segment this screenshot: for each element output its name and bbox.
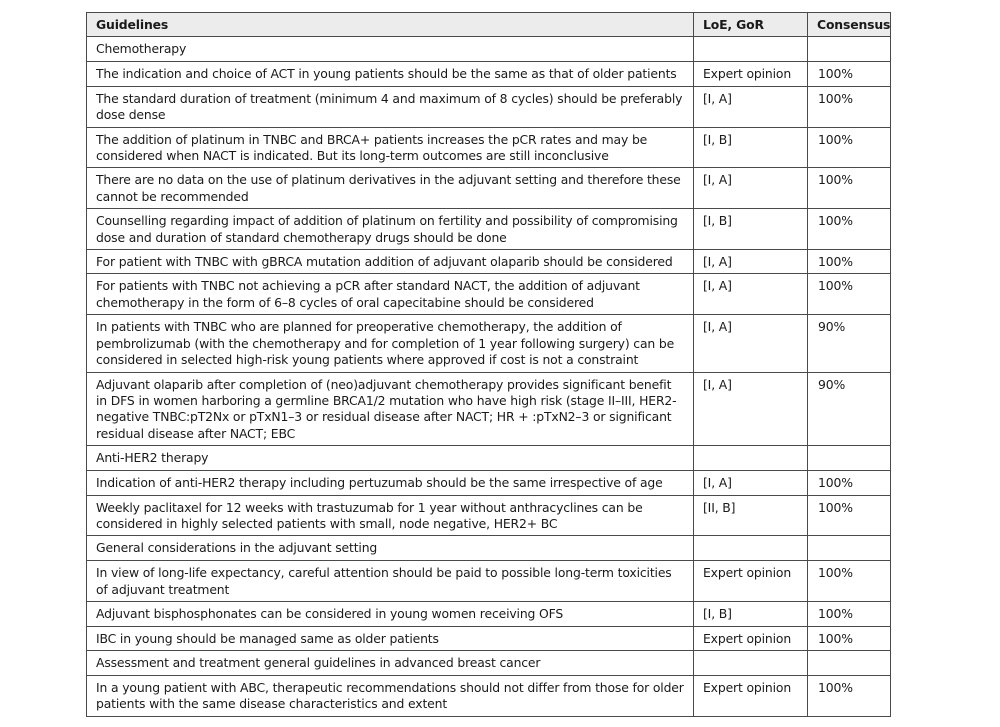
loe-gor-cell xyxy=(694,37,808,62)
guideline-cell: Adjuvant olaparib after completion of (neo)adjuvant chemotherapy provides significant benefit in DFS in women harboring a germline BRCA1/2 mutation who have high risk (stage II–III, HER2-negative TNBC:pT2Nx or pTxN1–3 or residual disease after NACT; HR + :pTxN2–3 or significant residual disease after NACT; EBC xyxy=(87,372,694,446)
guideline-cell: Weekly paclitaxel for 12 weeks with trastuzumab for 1 year without anthracyclines can be considered in highly selected patients with small, node negative, HER2+ BC xyxy=(87,495,694,536)
table-row xyxy=(87,250,891,274)
loe-gor-cell xyxy=(694,650,808,675)
table-row xyxy=(87,495,891,536)
header-guidelines: Guidelines xyxy=(87,13,694,37)
consensus-cell: 100% xyxy=(808,495,891,536)
guideline-cell: In view of long-life expectancy, careful attention should be paid to possible long-term toxicities of adjuvant treatment xyxy=(87,561,694,602)
loe-gor-cell xyxy=(694,536,808,561)
table-row xyxy=(87,315,891,372)
header-loe-gor: LoE, GoR xyxy=(694,13,808,37)
guideline-cell: For patient with TNBC with gBRCA mutation addition of adjuvant olaparib should be considered xyxy=(87,250,694,274)
table-row xyxy=(87,372,891,446)
table-row xyxy=(87,62,891,86)
header-consensus: Consensus xyxy=(808,13,891,37)
table-row xyxy=(87,675,891,716)
table-row xyxy=(87,209,891,250)
guideline-cell: The indication and choice of ACT in young patients should be the same as that of older patients xyxy=(87,62,694,86)
loe-gor-cell: [I, B] xyxy=(694,209,808,250)
guidelines-table xyxy=(86,12,891,717)
loe-gor-cell: [I, A] xyxy=(694,315,808,372)
loe-gor-cell: Expert opinion xyxy=(694,626,808,650)
consensus-cell: 100% xyxy=(808,250,891,274)
consensus-cell xyxy=(808,650,891,675)
loe-gor-cell: [II, B] xyxy=(694,495,808,536)
section-row xyxy=(87,446,891,471)
loe-gor-cell: [I, B] xyxy=(694,602,808,626)
section-title: Assessment and treatment general guidelines in advanced breast cancer xyxy=(87,650,694,675)
table-row xyxy=(87,471,891,495)
section-title: Anti-HER2 therapy xyxy=(87,446,694,471)
section-row xyxy=(87,650,891,675)
table-header-row xyxy=(87,13,891,37)
guideline-cell: The addition of platinum in TNBC and BRCA+ patients increases the pCR rates and may be considered when NACT is indicated. But its long-term outcomes are still inconclusive xyxy=(87,127,694,168)
consensus-cell xyxy=(808,37,891,62)
loe-gor-cell: Expert opinion xyxy=(694,62,808,86)
section-row xyxy=(87,37,891,62)
consensus-cell xyxy=(808,446,891,471)
loe-gor-cell: [I, A] xyxy=(694,274,808,315)
table-row xyxy=(87,274,891,315)
consensus-cell: 100% xyxy=(808,602,891,626)
loe-gor-cell: [I, A] xyxy=(694,471,808,495)
guideline-cell: Indication of anti-HER2 therapy including pertuzumab should be the same irrespective of age xyxy=(87,471,694,495)
loe-gor-cell: Expert opinion xyxy=(694,675,808,716)
consensus-cell: 100% xyxy=(808,209,891,250)
table-row xyxy=(87,168,891,209)
section-row xyxy=(87,536,891,561)
consensus-cell: 100% xyxy=(808,626,891,650)
guideline-cell: Adjuvant bisphosphonates can be considered in young women receiving OFS xyxy=(87,602,694,626)
consensus-cell: 90% xyxy=(808,372,891,446)
loe-gor-cell: [I, A] xyxy=(694,250,808,274)
loe-gor-cell xyxy=(694,446,808,471)
section-title: Chemotherapy xyxy=(87,37,694,62)
guideline-cell: There are no data on the use of platinum derivatives in the adjuvant setting and therefore these cannot be recommended xyxy=(87,168,694,209)
table-row xyxy=(87,561,891,602)
consensus-cell: 100% xyxy=(808,168,891,209)
consensus-cell: 100% xyxy=(808,62,891,86)
table-row xyxy=(87,626,891,650)
loe-gor-cell: [I, A] xyxy=(694,168,808,209)
guideline-cell: IBC in young should be managed same as older patients xyxy=(87,626,694,650)
table-row xyxy=(87,127,891,168)
consensus-cell: 100% xyxy=(808,274,891,315)
loe-gor-cell: [I, B] xyxy=(694,127,808,168)
table-row xyxy=(87,602,891,626)
consensus-cell: 100% xyxy=(808,561,891,602)
consensus-cell: 90% xyxy=(808,315,891,372)
guideline-cell: In patients with TNBC who are planned for preoperative chemotherapy, the addition of pembrolizumab (with the chemotherapy and for completion of 1 year following surgery) can be considered in selected high-risk young patients where approved if cost is not a constraint xyxy=(87,315,694,372)
consensus-cell: 100% xyxy=(808,127,891,168)
loe-gor-cell: [I, A] xyxy=(694,372,808,446)
guideline-cell: In a young patient with ABC, therapeutic recommendations should not differ from those for older patients with the same disease characteristics and extent xyxy=(87,675,694,716)
consensus-cell: 100% xyxy=(808,471,891,495)
guideline-cell: For patients with TNBC not achieving a pCR after standard NACT, the addition of adjuvant chemotherapy in the form of 6–8 cycles of oral capecitabine should be considered xyxy=(87,274,694,315)
consensus-cell: 100% xyxy=(808,675,891,716)
consensus-cell: 100% xyxy=(808,86,891,127)
consensus-cell xyxy=(808,536,891,561)
guideline-cell: Counselling regarding impact of addition of platinum on fertility and possibility of compromising dose and duration of standard chemotherapy drugs should be done xyxy=(87,209,694,250)
loe-gor-cell: [I, A] xyxy=(694,86,808,127)
section-title: General considerations in the adjuvant setting xyxy=(87,536,694,561)
table-row xyxy=(87,86,891,127)
loe-gor-cell: Expert opinion xyxy=(694,561,808,602)
guideline-cell: The standard duration of treatment (minimum 4 and maximum of 8 cycles) should be preferably dose dense xyxy=(87,86,694,127)
table-body xyxy=(87,37,891,716)
